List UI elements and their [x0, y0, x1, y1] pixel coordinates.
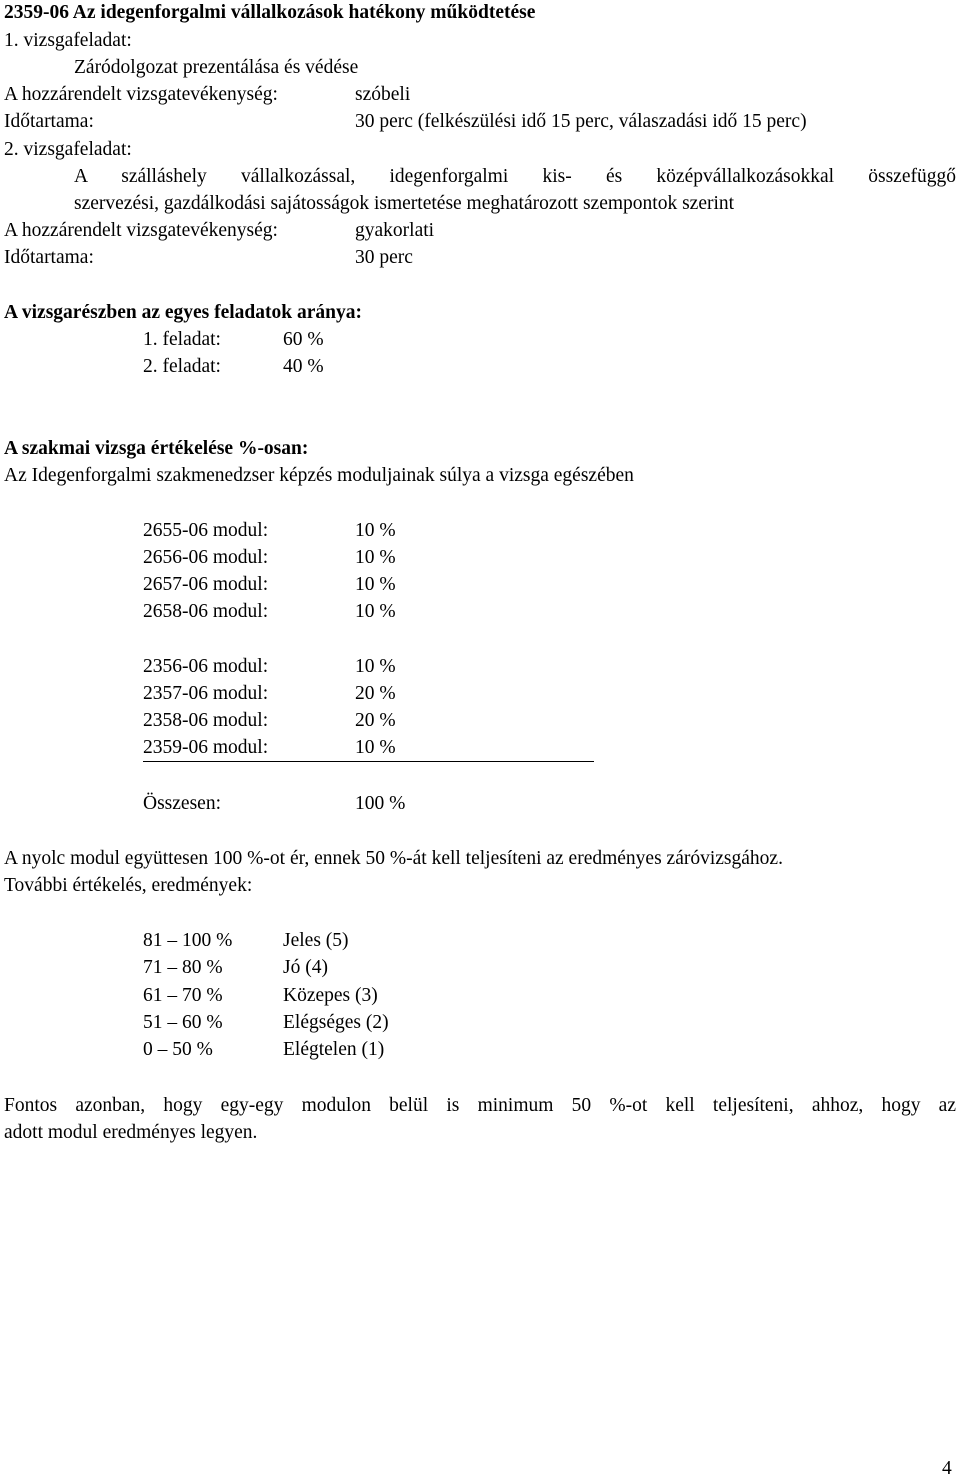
grade-value: Közepes (3): [283, 985, 378, 1006]
module-weight: 10 %: [355, 656, 396, 677]
sum-underline: [143, 761, 594, 762]
task2-label: 2. vizsgafeladat:: [4, 139, 132, 160]
module-weight: 10 %: [355, 601, 396, 622]
document-title: 2359-06 Az idegenforgalmi vállalkozások hatékony működtetése: [4, 2, 536, 23]
ratio-row-value: 60 %: [283, 329, 324, 350]
grades-heading: További értékelés, eredmények:: [4, 875, 253, 896]
ratio-row-value: 40 %: [283, 356, 324, 377]
grade-range: 0 – 50 %: [143, 1039, 213, 1060]
total-value: 100 %: [355, 793, 406, 814]
grade-value: Jó (4): [283, 957, 328, 978]
module-label: 2356-06 modul:: [143, 656, 269, 677]
module-label: 2655-06 modul:: [143, 520, 269, 541]
module-label: 2357-06 modul:: [143, 683, 269, 704]
task2-description-line2: szervezési, gazdálkodási sajátosságok ismertetése meghatározott szempontok szerint: [74, 193, 735, 214]
task1-title: Záródolgozat prezentálása és védése: [74, 57, 359, 78]
task1-label: 1. vizsgafeladat:: [4, 30, 132, 51]
task2-duration-label: Időtartama:: [4, 247, 94, 268]
total-label: Összesen:: [143, 793, 221, 814]
module-weight: 10 %: [355, 520, 396, 541]
module-label: 2657-06 modul:: [143, 574, 269, 595]
ratio-row-label: 2. feladat:: [143, 356, 221, 377]
task1-activity-label: A hozzárendelt vizsgatevékenység:: [4, 84, 278, 105]
module-weight: 10 %: [355, 547, 396, 568]
page-number: 4: [942, 1458, 952, 1479]
module-label: 2358-06 modul:: [143, 710, 269, 731]
module-label: 2658-06 modul:: [143, 601, 269, 622]
module-weight: 10 %: [355, 737, 396, 758]
grade-value: Jeles (5): [283, 930, 349, 951]
task1-activity-value: szóbeli: [355, 84, 411, 105]
ratio-row-label: 1. feladat:: [143, 329, 221, 350]
note-line1: Fontos azonban, hogy egy-egy modulon belül is minimum 50 %-ot kell teljesíteni, ahhoz, hogy az: [4, 1095, 956, 1116]
grade-range: 71 – 80 %: [143, 957, 223, 978]
note-line2: adott modul eredményes legyen.: [4, 1122, 258, 1143]
grade-range: 81 – 100 %: [143, 930, 233, 951]
ratio-heading: A vizsgarészben az egyes feladatok aránya:: [4, 302, 362, 323]
module-weight: 20 %: [355, 710, 396, 731]
module-label: 2656-06 modul:: [143, 547, 269, 568]
task2-duration-value: 30 perc: [355, 247, 413, 268]
grade-range: 51 – 60 %: [143, 1012, 223, 1033]
task2-activity-label: A hozzárendelt vizsgatevékenység:: [4, 220, 278, 241]
evaluation-heading: A szakmai vizsga értékelése %-osan:: [4, 438, 309, 459]
task2-description-line1: A szálláshely vállalkozással, idegenforgalmi kis- és középvállalkozásokkal összefüggő: [74, 166, 956, 187]
grade-value: Elégséges (2): [283, 1012, 389, 1033]
grade-value: Elégtelen (1): [283, 1039, 385, 1060]
evaluation-intro: Az Idegenforgalmi szakmenedzser képzés moduljainak súlya a vizsga egészében: [4, 465, 634, 486]
module-weight: 10 %: [355, 574, 396, 595]
task1-duration-label: Időtartama:: [4, 111, 94, 132]
summary-text: A nyolc modul együttesen 100 %-ot ér, ennek 50 %-át kell teljesíteni az eredményes záróvizsgához.: [4, 848, 783, 869]
module-label: 2359-06 modul:: [143, 737, 269, 758]
task1-duration-value: 30 perc (felkészülési idő 15 perc, válaszadási idő 15 perc): [355, 111, 807, 132]
task2-activity-value: gyakorlati: [355, 220, 435, 241]
grade-range: 61 – 70 %: [143, 985, 223, 1006]
module-weight: 20 %: [355, 683, 396, 704]
